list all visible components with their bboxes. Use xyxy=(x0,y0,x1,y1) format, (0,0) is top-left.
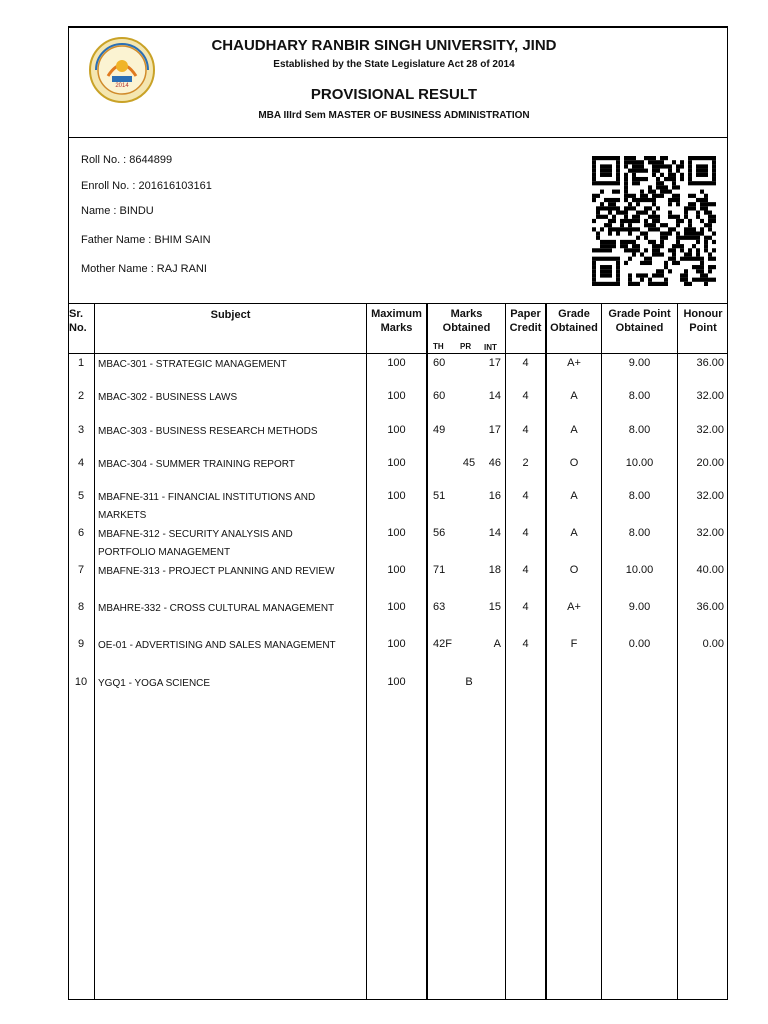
row-grade: A xyxy=(570,390,578,402)
row-credit: 4 xyxy=(522,424,529,436)
row-honour-point: 20.00 xyxy=(696,457,724,469)
row-th-marks: 60 xyxy=(433,390,446,402)
program-name: MBA IIIrd Sem MASTER OF BUSINESS ADMINISTRATION xyxy=(258,110,530,121)
roll-number: Roll No. : 8644899 xyxy=(81,154,173,166)
row-max-marks: 100 xyxy=(387,490,406,502)
row-sr: 9 xyxy=(77,638,85,650)
logo-year-text: 2014 xyxy=(115,83,129,89)
document-title: PROVISIONAL RESULT xyxy=(310,86,478,103)
row-grade-point: 10.00 xyxy=(625,457,654,469)
row-max-marks: 100 xyxy=(387,676,406,688)
row-honour-point: 32.00 xyxy=(696,490,724,502)
row-credit: 4 xyxy=(522,638,529,650)
column-divider xyxy=(505,303,506,1000)
row-subject: MBAC-301 - STRATEGIC MANAGEMENT xyxy=(98,359,287,370)
header-grade-point: Grade Point Obtained xyxy=(608,308,671,334)
row-int-marks: 16 xyxy=(488,490,501,502)
table-header-border xyxy=(68,353,728,354)
row-th-marks: 71 xyxy=(433,564,446,576)
row-grade: A xyxy=(570,490,578,502)
row-honour-point: 40.00 xyxy=(696,564,724,576)
row-sr: 4 xyxy=(77,457,85,469)
row-grade-point: 9.00 xyxy=(628,357,651,369)
header-sr: Sr. No. xyxy=(69,308,87,334)
row-max-marks: 100 xyxy=(387,457,406,469)
row-subject: MBAHRE-332 - CROSS CULTURAL MANAGEMENT xyxy=(98,603,335,614)
row-sr: 10 xyxy=(74,676,88,688)
row-grade: A+ xyxy=(567,357,581,369)
row-subject: MBAFNE-312 - SECURITY ANALYSIS AND PORTFOLIO MANAGEMENT xyxy=(98,529,293,558)
student-name: Name : BINDU xyxy=(81,205,154,217)
row-th-marks: 51 xyxy=(433,490,446,502)
enrollment-number: Enroll No. : 201616103161 xyxy=(81,180,212,192)
header-th: TH xyxy=(433,342,444,351)
column-divider xyxy=(677,303,678,1000)
row-th-marks: 60 xyxy=(433,357,446,369)
column-divider xyxy=(94,303,95,1000)
row-credit: 4 xyxy=(522,527,529,539)
header-int: INT xyxy=(484,343,497,352)
row-th-marks: 63 xyxy=(433,601,446,613)
row-grade-point: 8.00 xyxy=(628,490,651,502)
row-subject: MBAC-304 - SUMMER TRAINING REPORT xyxy=(98,459,295,470)
row-sr: 2 xyxy=(77,390,85,402)
row-pr-marks: B xyxy=(465,676,473,688)
column-divider xyxy=(426,303,428,1000)
row-int-marks: 46 xyxy=(488,457,501,469)
row-grade-point: 8.00 xyxy=(628,390,651,402)
row-grade-point: 10.00 xyxy=(625,564,654,576)
row-sr: 5 xyxy=(77,490,85,502)
row-int-marks: 17 xyxy=(488,424,501,436)
header-marks-obtained: Marks Obtained xyxy=(442,308,491,334)
row-int-marks: 14 xyxy=(488,390,501,402)
row-th-marks: 49 xyxy=(433,424,446,436)
column-divider xyxy=(366,303,367,1000)
row-honour-point: 0.00 xyxy=(702,638,724,650)
row-credit: 4 xyxy=(522,601,529,613)
row-honour-point: 32.00 xyxy=(696,390,724,402)
row-max-marks: 100 xyxy=(387,564,406,576)
mother-name: Mother Name : RAJ RANI xyxy=(81,263,207,275)
row-credit: 4 xyxy=(522,357,529,369)
row-subject: MBAC-303 - BUSINESS RESEARCH METHODS xyxy=(98,426,318,437)
row-max-marks: 100 xyxy=(387,638,406,650)
row-subject: MBAFNE-313 - PROJECT PLANNING AND REVIEW xyxy=(98,566,335,577)
qr-code xyxy=(592,156,716,286)
row-grade: O xyxy=(569,457,579,469)
row-credit: 4 xyxy=(522,564,529,576)
row-grade-point: 8.00 xyxy=(628,424,651,436)
row-sr: 1 xyxy=(77,357,85,369)
row-max-marks: 100 xyxy=(387,357,406,369)
row-grade: F xyxy=(570,638,578,650)
header-divider xyxy=(68,137,728,138)
father-name: Father Name : BHIM SAIN xyxy=(81,234,211,246)
row-sr: 3 xyxy=(77,424,85,436)
header-grade: Grade Obtained xyxy=(550,308,598,334)
row-subject: OE-01 - ADVERTISING AND SALES MANAGEMENT xyxy=(98,640,336,651)
row-subject: YGQ1 - YOGA SCIENCE xyxy=(98,678,211,689)
row-th-marks: 42F xyxy=(433,638,452,650)
row-credit: 4 xyxy=(522,490,529,502)
table-top-border xyxy=(68,303,728,304)
row-grade-point: 8.00 xyxy=(628,527,651,539)
row-grade-point: 0.00 xyxy=(628,638,651,650)
row-max-marks: 100 xyxy=(387,424,406,436)
row-int-marks: 14 xyxy=(488,527,501,539)
header-paper-credit: Paper Credit xyxy=(509,308,542,334)
row-subject: MBAFNE-311 - FINANCIAL INSTITUTIONS AND MARKETS xyxy=(98,492,316,521)
header-max-marks: Maximum Marks xyxy=(371,308,422,334)
row-honour-point: 36.00 xyxy=(696,601,724,613)
row-sr: 7 xyxy=(77,564,85,576)
row-max-marks: 100 xyxy=(387,601,406,613)
row-grade: O xyxy=(569,564,579,576)
header-pr: PR xyxy=(460,342,472,351)
header-subject: Subject xyxy=(210,309,251,321)
row-grade: A+ xyxy=(567,601,581,613)
establishment-note: Established by the State Legislature Act 28 of 2014 xyxy=(273,59,515,70)
column-divider xyxy=(545,303,547,1000)
university-name: CHAUDHARY RANBIR SINGH UNIVERSITY, JIND xyxy=(211,37,557,54)
header-honour-point: Honour Point xyxy=(683,308,723,334)
row-pr-marks: 45 xyxy=(462,457,476,469)
row-honour-point: 36.00 xyxy=(696,357,724,369)
row-sr: 6 xyxy=(77,527,85,539)
row-th-marks: 56 xyxy=(433,527,446,539)
row-subject: MBAC-302 - BUSINESS LAWS xyxy=(98,392,238,403)
row-int-marks: 15 xyxy=(488,601,501,613)
row-grade: A xyxy=(570,424,578,436)
row-grade: A xyxy=(570,527,578,539)
row-int-marks: 18 xyxy=(488,564,501,576)
row-int-marks: 17 xyxy=(488,357,501,369)
row-credit: 2 xyxy=(522,457,529,469)
row-grade-point: 9.00 xyxy=(628,601,651,613)
row-honour-point: 32.00 xyxy=(696,424,724,436)
row-sr: 8 xyxy=(77,601,85,613)
row-int-marks: A xyxy=(493,638,501,650)
row-max-marks: 100 xyxy=(387,527,406,539)
column-divider xyxy=(601,303,602,1000)
row-honour-point: 32.00 xyxy=(696,527,724,539)
row-credit: 4 xyxy=(522,390,529,402)
row-max-marks: 100 xyxy=(387,390,406,402)
